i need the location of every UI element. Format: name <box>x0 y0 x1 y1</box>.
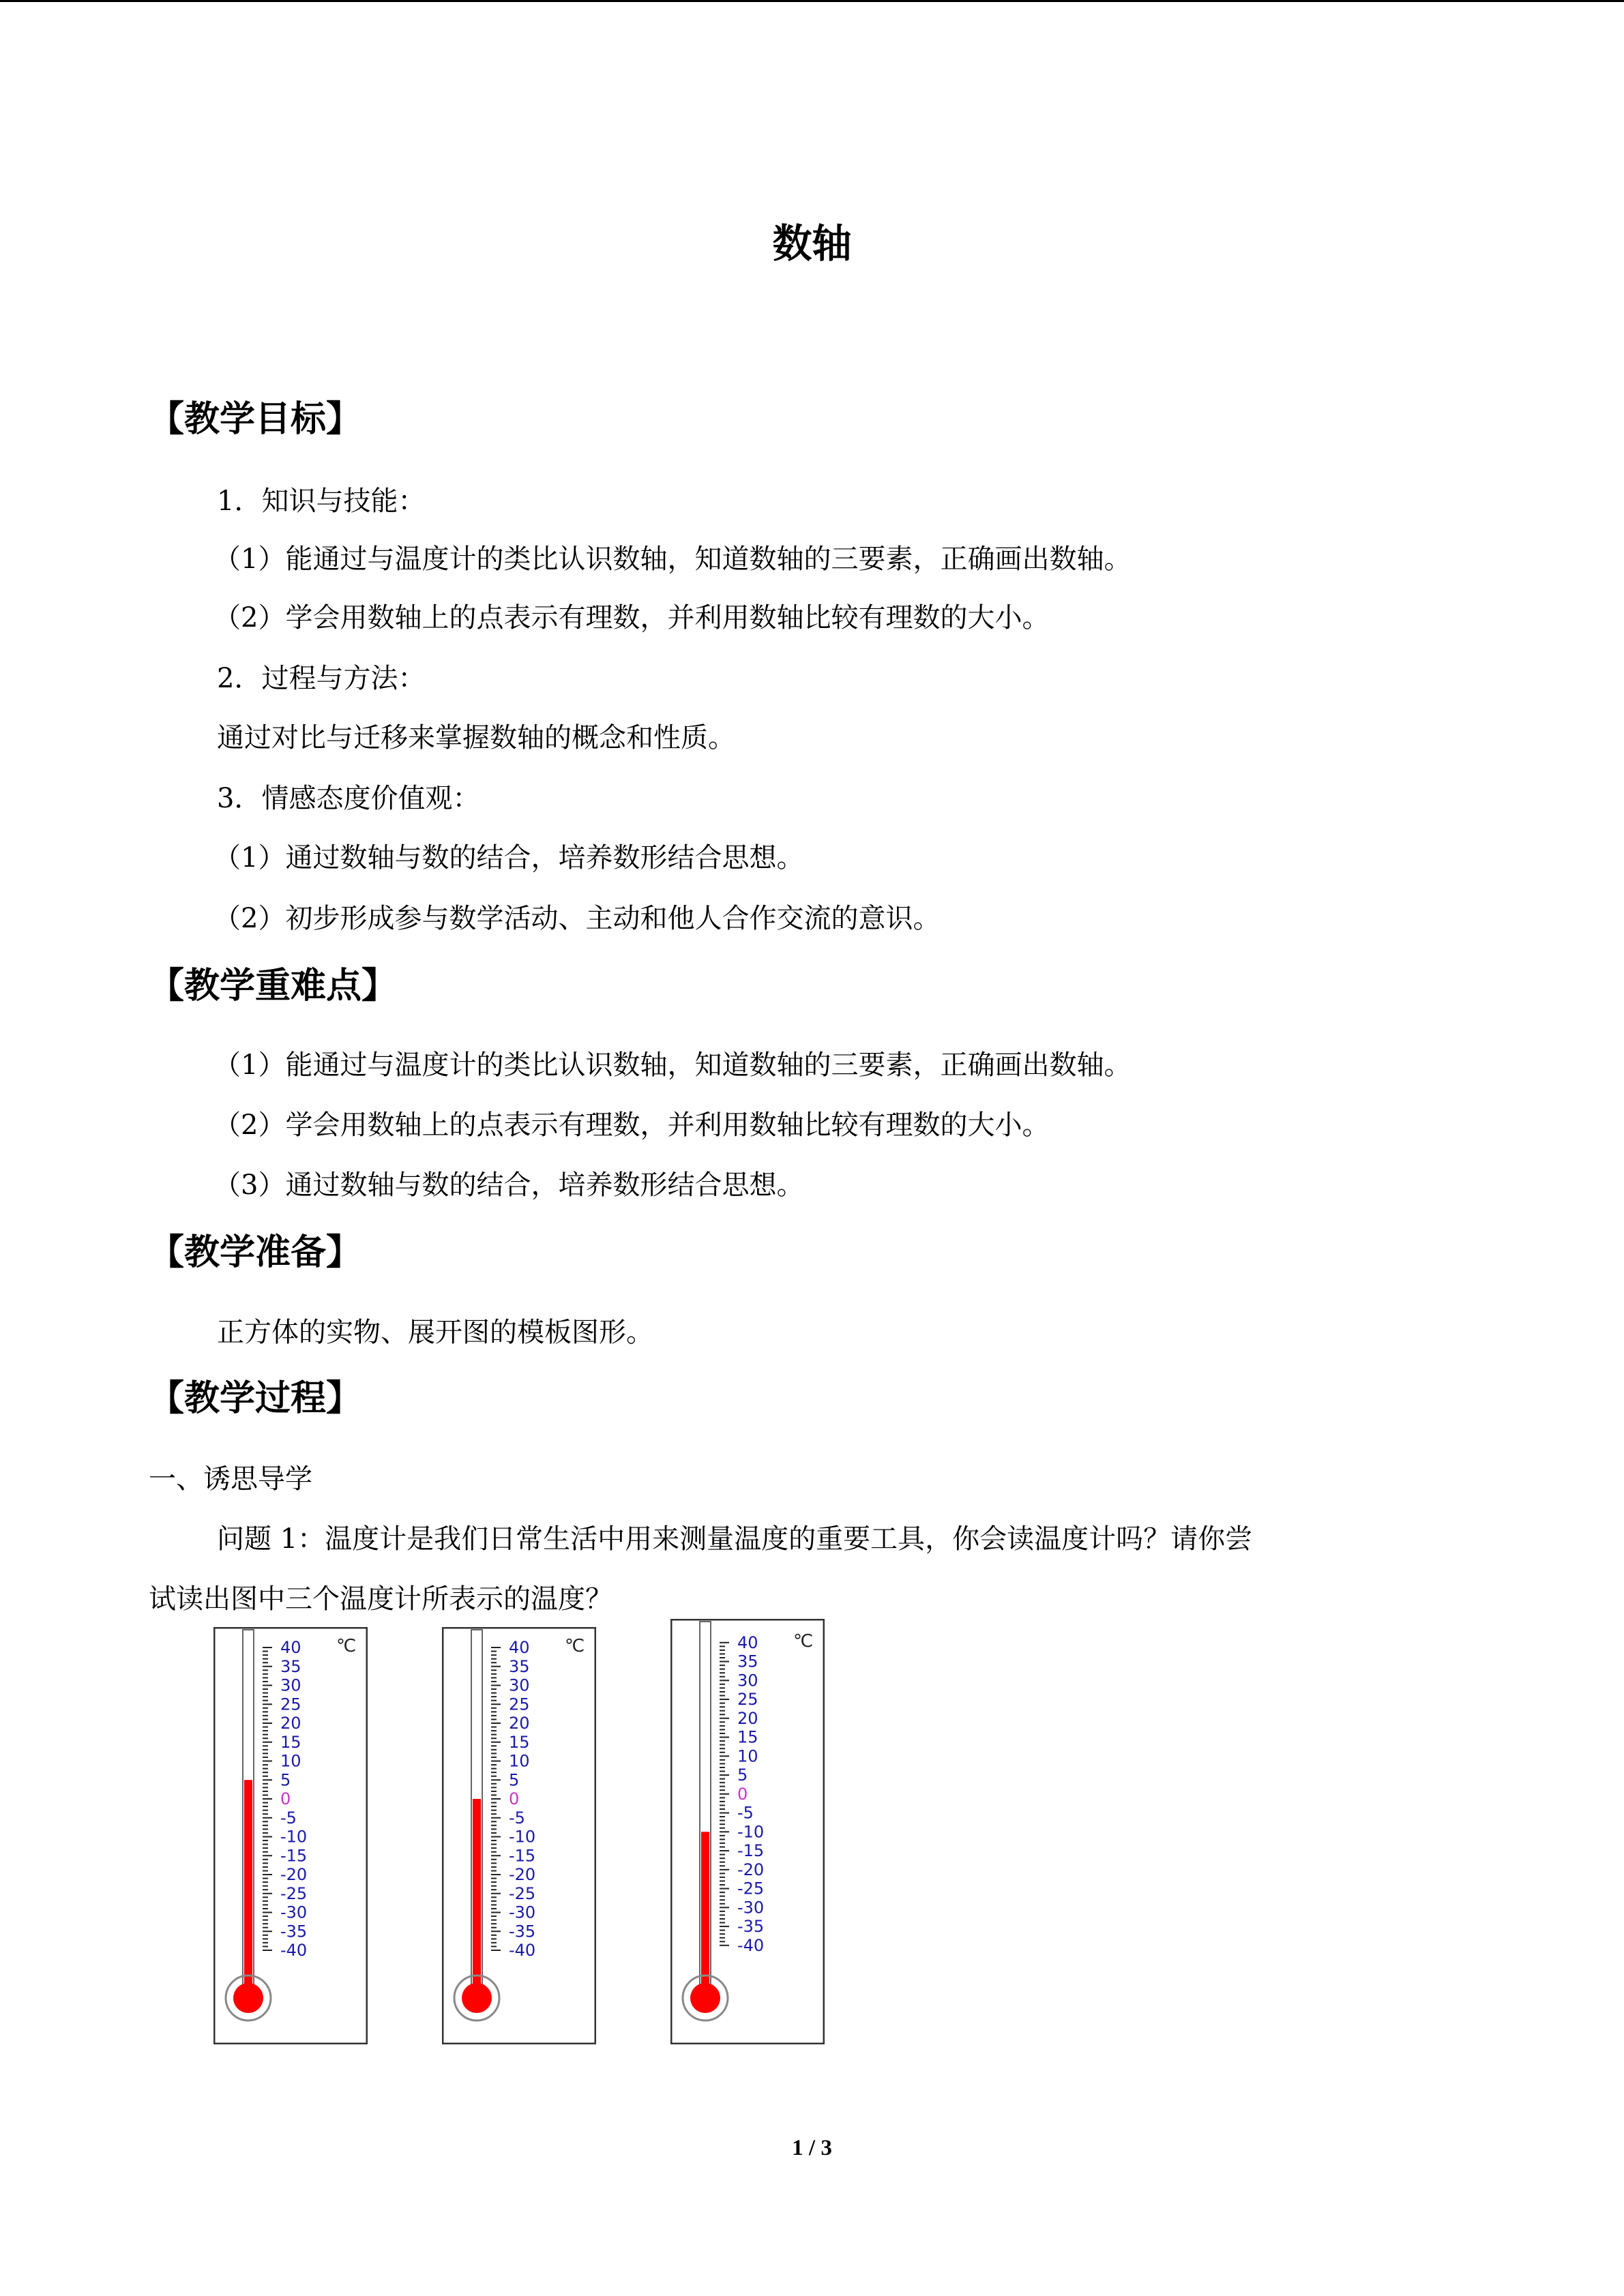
scale-label: -30 <box>737 1898 765 1918</box>
scale-label: 15 <box>280 1732 301 1752</box>
page-number: 1 / 3 <box>792 2136 832 2160</box>
scale-label: 15 <box>737 1727 758 1747</box>
scale-label: -20 <box>737 1860 765 1879</box>
key-points-line: （3）通过数轴与数的结合，培养数形结合思想。 <box>213 1169 804 1201</box>
scale-label: 40 <box>509 1638 530 1657</box>
objectives-line: 通过对比与迁移来掌握数轴的概念和性质。 <box>217 722 735 754</box>
scale-label: 5 <box>280 1770 291 1790</box>
unit-label: ℃ <box>565 1636 585 1656</box>
scale-label: 30 <box>737 1671 758 1690</box>
scale-label: -10 <box>509 1827 536 1847</box>
scale-label: -5 <box>509 1808 525 1828</box>
objectives-line: （2）学会用数轴上的点表示有理数，并利用数轴比较有理数的大小。 <box>213 602 1050 633</box>
mercury-bulb <box>233 1983 263 2013</box>
scale-label: 5 <box>737 1765 748 1785</box>
scale-label: -25 <box>280 1883 308 1903</box>
page-title: 数轴 <box>772 220 852 267</box>
scale-label: 20 <box>280 1714 301 1733</box>
preparation-line: 正方体的实物、展开图的模板图形。 <box>217 1317 653 1348</box>
key-points-line: （2）学会用数轴上的点表示有理数，并利用数轴比较有理数的大小。 <box>213 1109 1050 1141</box>
scale-label: 25 <box>509 1695 530 1714</box>
scale-label: -35 <box>509 1922 536 1941</box>
scale-label: 0 <box>280 1789 291 1808</box>
scale-label: 30 <box>509 1675 530 1695</box>
scale-label: 30 <box>280 1675 301 1695</box>
key-points-line: （1）能通过与温度计的类比认识数轴，知道数轴的三要素，正确画出数轴。 <box>213 1049 1132 1081</box>
process-heading: 【教学过程】 <box>149 1378 362 1419</box>
unit-label: ℃ <box>336 1636 357 1656</box>
question-text: 试读出图中三个温度计所表示的温度？ <box>149 1583 612 1615</box>
scale-label: -15 <box>280 1846 308 1866</box>
thermometer-1 <box>213 1627 368 2044</box>
key-points-heading: 【教学重难点】 <box>149 966 398 1007</box>
scale-label: 40 <box>737 1632 758 1652</box>
scale-label: 5 <box>509 1770 520 1790</box>
scale-label: 0 <box>509 1789 520 1808</box>
scale-label: -20 <box>280 1865 308 1884</box>
scale-label: 35 <box>509 1656 530 1676</box>
scale-label: -5 <box>737 1803 754 1823</box>
mercury-bulb <box>690 1983 720 2013</box>
scale-label: -30 <box>280 1903 308 1922</box>
scale-label: 25 <box>737 1690 758 1710</box>
preparation-heading: 【教学准备】 <box>149 1232 362 1273</box>
process-subheading: 一、诱思导学 <box>149 1463 312 1495</box>
scale-label: -20 <box>509 1865 536 1884</box>
scale-label: 35 <box>280 1656 301 1676</box>
objectives-line: 3．情感态度价值观： <box>217 783 480 814</box>
objectives-line: 1．知识与技能： <box>217 486 426 517</box>
scale-label: 20 <box>737 1708 758 1728</box>
scale-label: -5 <box>280 1808 297 1828</box>
scale-label: -25 <box>509 1883 536 1903</box>
scale-label: -25 <box>737 1879 765 1898</box>
objectives-line: （1）能通过与温度计的类比认识数轴，知道数轴的三要素，正确画出数轴。 <box>213 543 1132 575</box>
scale-label: 20 <box>509 1714 530 1733</box>
scale-label: 35 <box>737 1652 758 1671</box>
scale-label: 25 <box>280 1695 301 1714</box>
scale-label: -10 <box>280 1827 308 1847</box>
scale-label: -40 <box>737 1935 765 1955</box>
scale-label: -15 <box>509 1846 536 1866</box>
scale-label: -15 <box>737 1841 765 1861</box>
scale-label: 10 <box>280 1751 301 1771</box>
thermometer-3 <box>670 1619 825 2044</box>
scale-label: -40 <box>280 1941 308 1960</box>
scale-label: 40 <box>280 1638 301 1657</box>
scale-label: -10 <box>737 1822 765 1842</box>
unit-label: ℃ <box>793 1630 814 1652</box>
scale-label: -35 <box>737 1917 765 1937</box>
mercury-column <box>244 1780 252 1998</box>
scale-label: -30 <box>509 1903 536 1922</box>
scale-label: 10 <box>509 1751 530 1771</box>
mercury-column <box>473 1799 481 1998</box>
thermometer-2 <box>442 1627 596 2044</box>
top-border-line <box>0 0 1624 2</box>
scale-label: 15 <box>509 1732 530 1752</box>
scale-label: 0 <box>737 1784 748 1804</box>
scale-label: 10 <box>737 1746 758 1766</box>
question-text: 问题 1：温度计是我们日常生活中用来测量温度的重要工具，你会读温度计吗？请你尝 <box>217 1523 1253 1555</box>
scale-label: -35 <box>280 1922 308 1941</box>
mercury-bulb <box>462 1983 492 2013</box>
mercury-column <box>701 1832 709 1998</box>
objectives-line: （2）初步形成参与数学活动、主动和他人合作交流的意识。 <box>213 903 941 934</box>
scale-label: -40 <box>509 1941 536 1960</box>
objectives-line: （1）通过数轴与数的结合，培养数形结合思想。 <box>213 842 804 874</box>
objectives-heading: 【教学目标】 <box>149 399 362 440</box>
objectives-line: 2．过程与方法： <box>217 663 426 694</box>
